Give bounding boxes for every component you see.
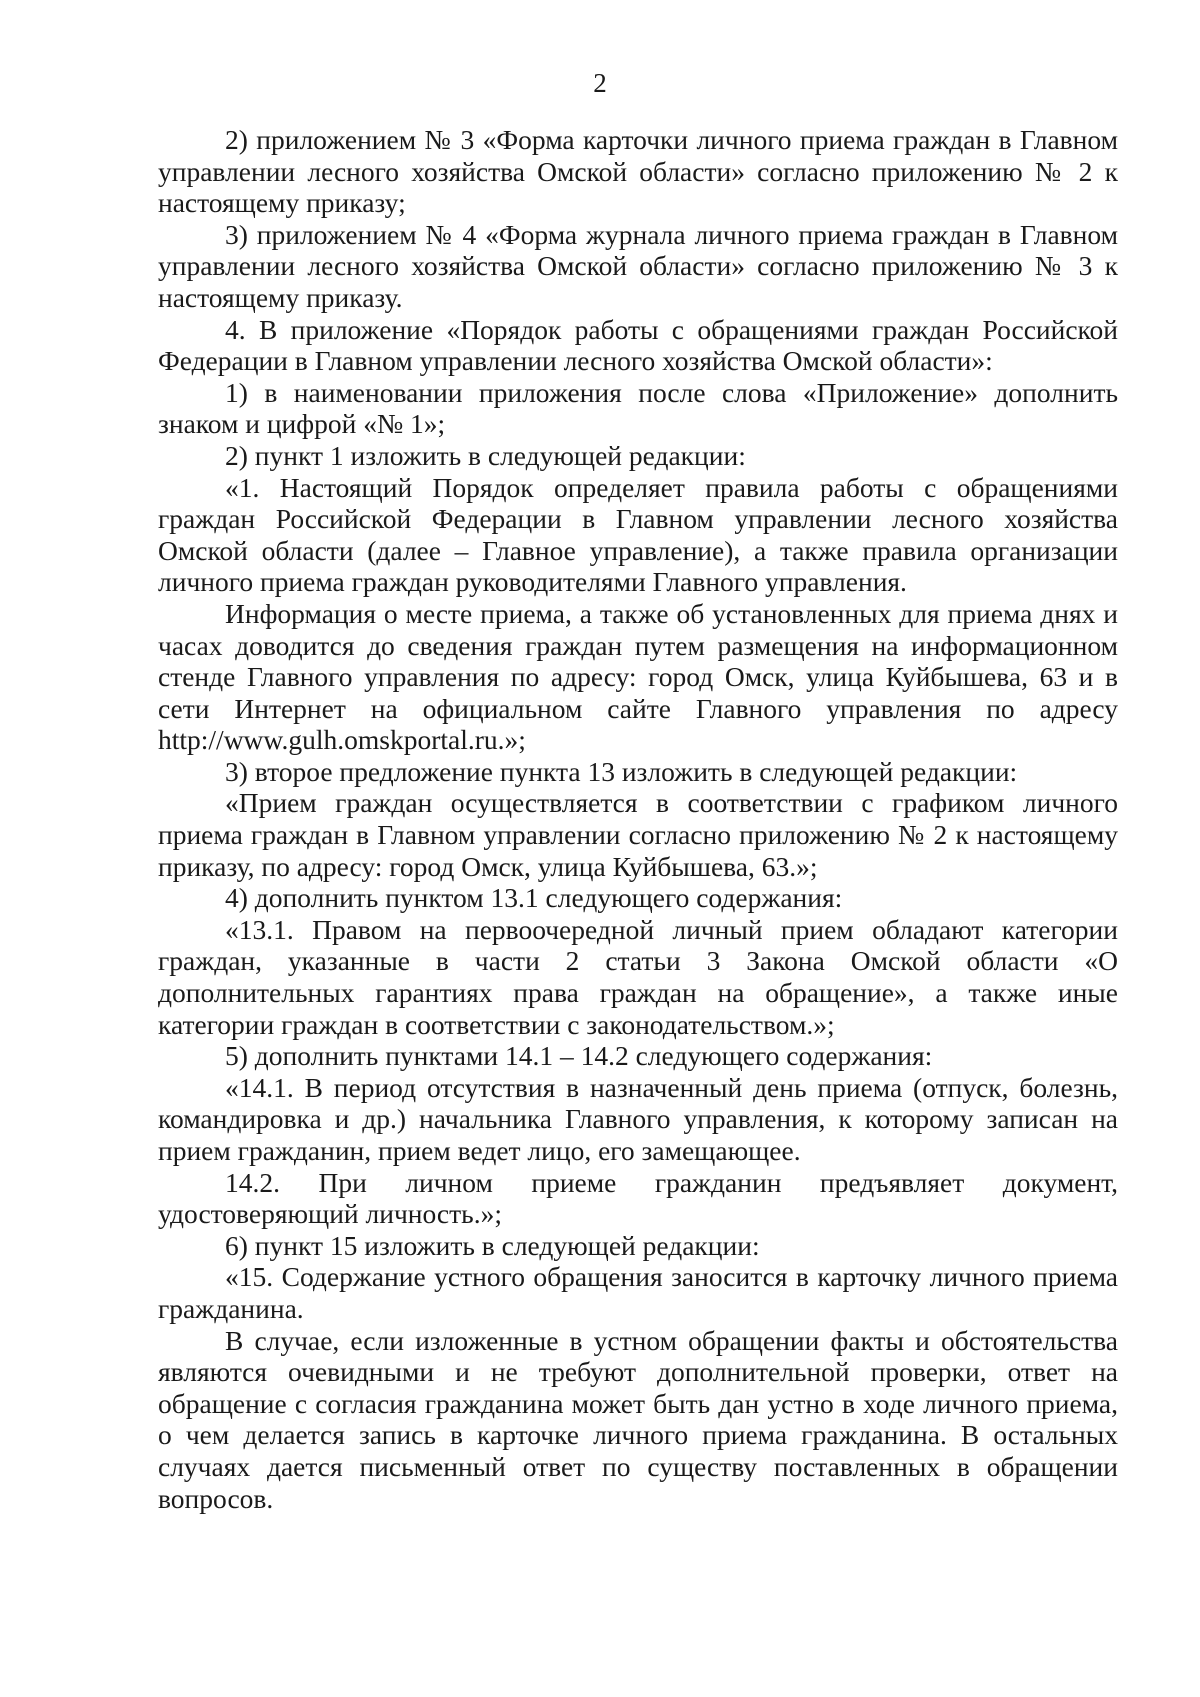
paragraph: 3) приложением № 4 «Форма журнала личного приема граждан в Главном управлении лесного хозяйства Омской области» согласно приложению № 3 к настоящему приказу. xyxy=(158,218,1118,313)
paragraph: В случае, если изложенные в устном обращении факты и обстоятельства являются очевидными и не требуют дополнительной проверки, ответ на обращение с согласия гражданина может быть дан устно в ходе личного приема, о чем делается запись в карточке личного приема гражданина. В остальных случаях дается письменный ответ по существу поставленных в обращении вопросов. xyxy=(158,1324,1118,1514)
paragraph: 3) второе предложение пункта 13 изложить в следующей редакции: xyxy=(225,755,1018,787)
paragraph: «15. Содержание устного обращения заносится в карточку личного приема гражданина. xyxy=(158,1261,1118,1324)
paragraph: 6) пункт 15 изложить в следующей редакции: xyxy=(225,1229,760,1261)
paragraph: Информация о месте приема, а также об установленных для приема днях и часах доводится до сведения граждан путем размещения на информационном стенде Главного управления по адресу: город Омск, улица Куйбышева, 63 и в сети Интернет на официальном сайте Главного управления по адресу http://www.gulh.omskportal.ru.»; xyxy=(158,597,1118,756)
paragraph: 5) дополнить пунктами 14.1 – 14.2 следующего содержания: xyxy=(225,1040,933,1072)
page-number: 2 xyxy=(593,68,607,98)
paragraph: 4) дополнить пунктом 13.1 следующего содержания: xyxy=(225,882,843,914)
paragraph: 4. В приложение «Порядок работы с обращениями граждан Российской Федерации в Главном управлении лесного хозяйства Омской области»: xyxy=(158,313,1118,377)
paragraph: 2) пункт 1 изложить в следующей редакции: xyxy=(225,439,746,471)
paragraph: «Прием граждан осуществляется в соответствии с графиком личного приема граждан в Главном управлении согласно приложению № 2 к настоящему приказу, по адресу: город Омск, улица Куйбышева, 63.»; xyxy=(158,787,1118,882)
paragraph: 1) в наименовании приложения после слова «Приложение» дополнить знаком и цифрой «№ 1»; xyxy=(158,376,1118,440)
paragraph: «13.1. Правом на первоочередной личный прием обладают категории граждан, указанные в части 2 статьи 3 Закона Омской области «О дополнительных гарантиях права граждан на обращение», а также иные категории граждан в соответствии с законодательством.»; xyxy=(158,913,1118,1040)
paragraph: «14.1. В период отсутствия в назначенный день приема (отпуск, болезнь, командировка и др.) начальника Главного управления, к которому записан на прием гражданин, прием ведет лицо, его замещающее. xyxy=(158,1071,1118,1166)
paragraph: «1. Настоящий Порядок определяет правила работы с обращениями граждан Российской Федерации в Главном управлении лесного хозяйства Омской области (далее – Главное управление), а также правила организации личного приема граждан руководителями Главного управления. xyxy=(158,471,1118,598)
document-body xyxy=(158,124,1118,1514)
paragraph: 2) приложением № 3 «Форма карточки личного приема граждан в Главном управлении лесного хозяйства Омской области» согласно приложению № 2 к настоящему приказу; xyxy=(158,124,1118,219)
paragraph: 14.2. При личном приеме гражданин предъявляет документ, удостоверяющий личность.»; xyxy=(158,1166,1118,1230)
